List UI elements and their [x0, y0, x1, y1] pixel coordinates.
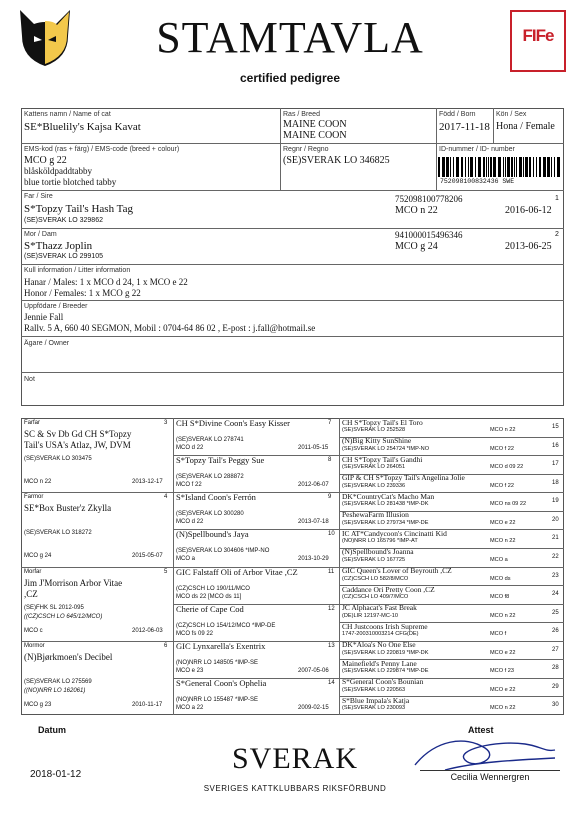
gggp-reg: 1747-200310003214 CFG(DE): [342, 631, 419, 638]
sire-ems: MCO n 22: [395, 205, 438, 216]
gggp-reg: (SE)SVERAK LO 220819 *IMP-DK: [342, 649, 429, 656]
dam-ems: MCO g 24: [395, 241, 438, 252]
ggp-reg: (SE)SVERAK LO 288872: [176, 474, 244, 481]
gp-reg: (SE)SVERAK LO 318272: [24, 530, 92, 537]
ggp-number: 12: [328, 605, 335, 612]
gggp-reg: (DE)LIR 12197-MC-10: [342, 612, 398, 619]
gggp-ems: MCO n 22: [490, 705, 516, 712]
sire-name: S*Topzy Tail's Hash Tag: [24, 203, 133, 215]
gggp-number: 25: [552, 609, 559, 616]
ggp-ems: MCO d 22: [176, 445, 204, 451]
ggp-reg: (NO)NRR LO 155487 *IMP-SE: [176, 696, 259, 703]
gggp-reg: (SE)SVERAK LO 264051: [342, 464, 406, 471]
gp-number: 6: [164, 642, 168, 649]
gggp-name: CH S*Topzy Tail's El Toro: [342, 417, 423, 427]
ggp-number: 11: [328, 568, 335, 575]
gp-name-line2: ,CZ: [24, 588, 38, 599]
gp-name-line1: SE*Box Buster'z Zkylla: [24, 503, 112, 514]
gp-reg: (SE)FHK SL 2012-095: [24, 604, 84, 611]
ems-code: MCO g 22: [24, 155, 67, 166]
ggp-reg: (SE)SVERAK LO 278741: [176, 437, 244, 443]
gggp-name: GIC Queen's Lover of Beyrouth ,CZ: [342, 566, 452, 575]
gggp-name: Caddance Ori Pretty Coon ,CZ: [342, 584, 435, 594]
sire-chip: 752098100778206: [395, 194, 463, 204]
datum-label: Datum: [38, 725, 67, 735]
gp-date: 2012-06-03: [132, 627, 163, 634]
gggp-ems: MCO f 22: [490, 445, 514, 452]
gp-number: 3: [164, 420, 168, 426]
ggp-ems: MCO ds 22 [MCO ds 11]: [176, 593, 242, 600]
sex-value: Hona / Female: [496, 121, 555, 132]
dam-born: 2013-06-25: [505, 241, 552, 252]
litter-label: Kull information / Litter information: [24, 267, 131, 274]
ggp-date: 2009-02-15: [298, 704, 329, 711]
sire-born: 2016-06-12: [505, 205, 552, 216]
gp-reg: (SE)SVERAK LO 303475: [24, 456, 92, 462]
gggp-ems: MCO n 22: [490, 538, 516, 545]
ggp-name: CH S*Divine Coon's Easy Kisser: [176, 418, 290, 428]
gggp-ems: MCO a: [490, 556, 508, 563]
reg-number: (SE)SVERAK LO 346825: [283, 155, 390, 166]
gp-ems: MCO g 24: [24, 553, 52, 560]
gggp-name: DK*CountryCat's Macho Man: [342, 491, 435, 501]
ggp-reg: (NO)NRR LO 148505 *IMP-SE: [176, 659, 259, 666]
gp-label: Farmor: [24, 494, 44, 501]
gggp-ems: MCO ds: [490, 575, 511, 582]
litter-females: Honor / Females: 1 x MCO g 22: [24, 288, 141, 298]
born-label: Född / Born: [439, 111, 476, 118]
gp-name-line2: Tail's USA's Atlaz, JW, DVM: [24, 440, 131, 450]
gggp-number: 19: [552, 498, 559, 505]
gggp-reg: (SE)SVERAK LO 281438 *IMP-DK: [342, 501, 429, 508]
gggp-number: 29: [552, 683, 559, 690]
sex-label: Kön / Sex: [496, 111, 527, 118]
gggp-number: 26: [552, 628, 559, 635]
gp-ems: MCO g 23: [24, 701, 52, 708]
gp-name-line1: Jim J'Morrison Arbor Vitae: [24, 577, 123, 588]
gggp-reg: (NO)NRR LO 165796 *IMP-AT: [342, 538, 418, 545]
gggp-reg: (SE)SVERAK LO 220563: [342, 686, 406, 693]
page-subtitle: certified pedigree: [239, 71, 341, 85]
ggp-name: GIC Lynxarella's Exentrix: [176, 640, 266, 651]
colour-english: blue tortie blotched tabby: [24, 177, 117, 187]
gggp-ems: MCO ns 09 22: [490, 501, 527, 508]
gggp-name: JC Alphacat's Fast Break: [342, 603, 417, 613]
gggp-ems: MCO e 22: [490, 686, 516, 693]
fife-logo: [510, 10, 566, 72]
fife-logo-text: FIFe: [522, 26, 554, 45]
gp-reg: (SE)SVERAK LO 275569: [24, 678, 92, 685]
gp-date: 2010-11-17: [132, 701, 163, 708]
ggp-date: 2013-10-29: [298, 556, 329, 563]
breeder-label: Uppfödare / Breeder: [24, 303, 88, 310]
gggp-number: 18: [552, 479, 559, 486]
colour-swedish: blåsköldpaddtabby: [24, 166, 92, 176]
gggp-reg: (SE)SVERAK LO 229874 *IMP-DE: [342, 668, 429, 675]
ggp-ems: MCO fs 09 22: [176, 630, 214, 637]
gggp-number: 22: [552, 553, 559, 560]
born-date: 2017-11-18: [439, 121, 490, 133]
barcode-number: 752098100832436 SWE: [440, 178, 515, 185]
breeder-address: Rallv. 5 A, 660 40 SEGMON, Mobil : 0704-64 86 02 , E-post : j.fall@hotmail.se: [24, 323, 316, 333]
gp-name-line1: SC & Sv Db Gd CH S*Topzy: [24, 429, 132, 439]
gp-reg-alt: ((CZ)CSCH LO 645/12/MCO): [24, 613, 103, 620]
sire-number: 1: [555, 195, 559, 202]
ggp-reg: (SE)SVERAK LO 300280: [176, 511, 244, 518]
gp-label: Farfar: [24, 420, 41, 426]
gggp-reg: (CZ)CSCH LO 409/7/MCO: [342, 594, 409, 601]
gggp-ems: MCO f: [490, 631, 507, 638]
gggp-number: 17: [552, 461, 559, 468]
ggp-date: 2013-07-18: [298, 519, 329, 526]
dam-reg: (SE)SVERAK LO 299105: [24, 253, 103, 260]
gggp-number: 20: [552, 516, 559, 523]
gggp-name: PeshewaFarm Illusion: [342, 510, 409, 520]
gggp-name: S*General Coon's Bounian: [342, 677, 424, 687]
gggp-number: 16: [552, 442, 559, 449]
gggp-name: CH Justcoons Irish Supreme: [342, 621, 428, 631]
ggp-name: Cherie of Cape Cod: [176, 603, 244, 614]
gggp-ems: MCO e 22: [490, 519, 516, 526]
gp-ems: MCO n 22: [24, 479, 52, 485]
page-title: STAMTAVLA: [156, 13, 424, 62]
gp-name-line1: (N)Bjørkmoen's Decibel: [24, 651, 113, 662]
gp-number: 4: [164, 494, 168, 501]
attest-label: Attest: [468, 725, 494, 735]
ggp-number: 10: [328, 531, 335, 538]
org-full-name: SVERIGES KATTKLUBBARS RIKSFÖRBUND: [203, 784, 387, 793]
reg-label: Regnr / Regno: [283, 146, 329, 153]
sverak-org: SVERAK: [231, 742, 358, 775]
gp-label: Morfar: [24, 568, 42, 575]
ggp-number: 7: [328, 420, 332, 426]
gggp-ems: MCO f 22: [490, 482, 514, 489]
ggp-ems: MCO a: [176, 556, 196, 563]
ems-label: EMS-kod (ras + färg) / EMS-code (breed + colour): [24, 146, 180, 153]
gggp-ems: MCO n 22: [490, 427, 516, 433]
gggp-name: GIP & CH S*Topzy Tail's Angelina Jolie: [342, 473, 465, 483]
gp-reg-alt: ((NO)NRR LO 162061): [24, 687, 86, 694]
ggp-number: 13: [328, 642, 335, 649]
gggp-name: CH S*Topzy Tail's Gandhi: [342, 454, 423, 464]
ggp-ems: MCO e 23: [176, 667, 204, 674]
gggp-reg: (SE)SVERAK LO 239336: [342, 482, 406, 489]
gggp-reg: (SE)SVERAK LO 254724 *IMP-NO: [342, 445, 430, 452]
gggp-reg: (SE)SVERAK LO 279734 *IMP-DE: [342, 519, 429, 526]
gp-number: 5: [164, 568, 168, 575]
sire-reg: (SE)SVERAK LO 329862: [24, 217, 103, 224]
signer-name: Cecilia Wennergren: [450, 772, 530, 782]
ggp-ems: MCO a 22: [176, 704, 204, 711]
gp-ems: MCO c: [24, 627, 43, 634]
ggp-name: GIC Falstaff Oli of Arbor Vitae ,CZ: [176, 566, 298, 577]
ggp-name: S*Island Coon's Ferrón: [176, 492, 256, 503]
footer-date: 2018-01-12: [30, 769, 82, 780]
breed-2: MAINE COON: [283, 130, 347, 141]
cat-name: SE*Bluelily's Kajsa Kavat: [24, 121, 141, 133]
gggp-name: (N)Spellbound's Joanna: [342, 547, 414, 557]
dam-label: Mor / Dam: [24, 231, 57, 238]
breed-1: MAINE COON: [283, 119, 347, 130]
ggp-reg: (SE)SVERAK LO 304606 *IMP-NO: [176, 548, 270, 555]
dam-number: 2: [555, 231, 559, 238]
gggp-reg: (SE)SVERAK LO 230093: [342, 705, 406, 712]
ggp-number: 14: [328, 679, 335, 686]
breed-label: Ras / Breed: [283, 111, 320, 118]
gggp-name: IC AT*Candycoon's Cincinatti Kid: [342, 528, 447, 538]
ggp-date: 2007-05-06: [298, 667, 329, 674]
ggp-name: S*Topzy Tail's Peggy Sue: [176, 455, 265, 466]
gggp-number: 30: [552, 702, 559, 709]
id-barcode: [438, 157, 562, 177]
gp-date: 2013-12-17: [132, 479, 163, 485]
owner-label: Ägare / Owner: [24, 340, 70, 347]
gggp-ems: MCO d 09 22: [490, 464, 524, 471]
gggp-name: DK*Aloa's No One Else: [342, 640, 416, 650]
gggp-ems: MCO f8: [490, 594, 510, 601]
ggp-name: S*General Coon's Ophelia: [176, 677, 267, 688]
gggp-ems: MCO n 22: [490, 612, 516, 619]
gggp-reg: (CZ)CSCH LO 582/8/MCO: [342, 575, 409, 582]
gp-label: Mormor: [24, 642, 45, 649]
ggp-name: (N)Spellbound's Jaya: [176, 529, 249, 540]
ggp-date: 2012-06-07: [298, 482, 329, 489]
gggp-reg: (SE)SVERAK LO 167725: [342, 556, 406, 563]
dam-name: S*Thazz Joplin: [24, 240, 93, 252]
name-label: Kattens namn / Name of cat: [24, 111, 111, 118]
gggp-name: (N)Big Kitty SunShine: [342, 436, 412, 446]
ggp-reg: (CZ)CSCH LO 154/12/MCO *IMP-DE: [176, 622, 276, 629]
ggp-number: 9: [328, 494, 332, 501]
gggp-ems: MCO e 22: [490, 649, 516, 656]
breeder-name: Jennie Fall: [24, 312, 64, 322]
dam-chip: 941000015496346: [395, 230, 463, 240]
sverak-cat-logo: [14, 6, 76, 68]
gggp-number: 21: [552, 535, 559, 542]
id-label: ID-nummer / ID- number: [439, 146, 515, 153]
gggp-number: 27: [552, 646, 559, 653]
ggp-date: 2011-05-15: [298, 445, 329, 451]
ggp-reg: (CZ)CSCH LO 190/11/MCO: [176, 585, 250, 592]
gggp-number: 24: [552, 591, 559, 598]
ggp-number: 8: [328, 457, 332, 464]
gggp-number: 28: [552, 665, 559, 672]
gggp-reg: (SE)SVERAK LO 252528: [342, 427, 406, 433]
note-label: Not: [24, 376, 35, 383]
gggp-ems: MCO f 23: [490, 668, 514, 675]
gggp-number: 15: [552, 424, 559, 430]
gggp-name: Mainefield's Penny Lane: [342, 658, 417, 668]
gggp-name: S*Blue Impala's Katja: [342, 695, 410, 705]
ggp-ems: MCO f 22: [176, 482, 202, 489]
gp-date: 2015-05-07: [132, 553, 163, 560]
sire-label: Far / Sire: [24, 193, 53, 200]
gggp-number: 23: [552, 572, 559, 579]
ggp-ems: MCO d 22: [176, 519, 204, 526]
litter-males: Hanar / Males: 1 x MCO d 24, 1 x MCO e 22: [24, 277, 188, 287]
